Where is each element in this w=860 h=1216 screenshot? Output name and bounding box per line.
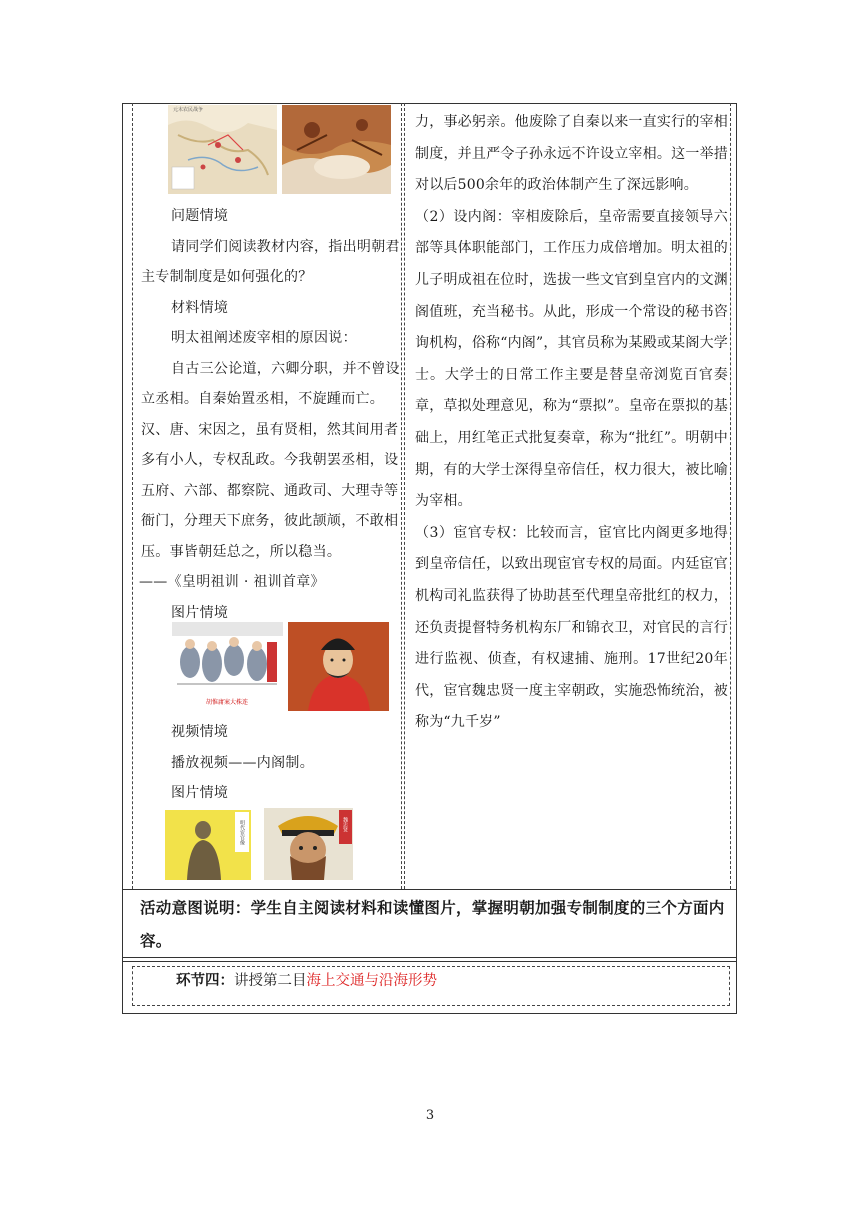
- row-divider: [122, 961, 737, 962]
- court-persecution-image: [172, 622, 283, 711]
- wei-zhongxian-portrait-image: [264, 808, 353, 880]
- paragraph-eunuch-power: （3）宦官专权：比较而言，宦官比内阁更多地得到皇帝信任，以致出现宦官专权的局面。内廷宦官机构司礼监获得了协助甚至代理皇帝批红的权力，还负责提督特务机构东厂和锦衣卫，对官民的言行进行监视、侦查，有权逮捕、施刑。17世纪20年代，宦官魏忠贤一度主宰朝政，实施恐怖统治，被称为“九千岁”: [415, 524, 728, 731]
- emperor-portrait-image: [288, 622, 389, 711]
- material-source: ——《皇明祖训 · 祖训首章》: [139, 574, 325, 590]
- activity-intent: 活动意图说明：学生自主阅读材料和读懂图片，掌握明朝加强专制制度的三个方面内容。: [140, 898, 725, 950]
- page-number: 3: [425, 1108, 435, 1123]
- section4-heading: [176, 970, 437, 992]
- heading-video: 视频情境: [171, 724, 229, 740]
- section4-label: 环节四：: [176, 972, 234, 989]
- map-title: 元末农民战争: [173, 107, 204, 113]
- column-divider: [730, 103, 731, 889]
- column-divider: [401, 103, 402, 889]
- column-divider: [404, 103, 405, 889]
- section4-text: 讲授第二目: [234, 973, 307, 989]
- picture-1-caption: 胡惟庸案大株连: [205, 699, 249, 706]
- picture-2-label-b: 魏忠贤: [342, 817, 348, 832]
- paragraph-abolish-chancellor: 力，事必躬亲。他废除了自秦以来一直实行的宰相制度，并且严令子孙永远不许设立宰相。这一举措对以后500余年的政治体制产生了深远影响。: [415, 114, 728, 194]
- material-intro: 明太祖阐述废宰相的原因说：: [171, 330, 357, 346]
- material-quote: 自古三公论道，六卿分职，并不曾设立丞相。自秦始置丞相，不旋踵而亡。汉、唐、宋因之，虽有贤相，然其间用者多有小人，专权乱政。今我朝罢丞相，设五府、六部、都察院、通政司、大理寺等衙门，分理天下庶务，彼此颉颃，不敢相压。事皆朝廷总之，所以稳当。: [141, 360, 400, 560]
- row-divider: [122, 889, 737, 890]
- section4-highlight: 海上交通与沿海形势: [306, 973, 437, 989]
- problem-text: 请同学们阅读教材内容，指出明朝君主专制制度是如何强化的？: [141, 238, 400, 285]
- battle-painting-image: [282, 105, 391, 194]
- paragraph-grand-secretariat: （2）设内阁：宰相废除后，皇帝需要直接领导六部等具体职能部门，工作压力成倍增加。明太祖的儿子明成祖在位时，选拔一些文官到皇宫内的文渊阁值班，充当秘书。从此，形成一个常设的秘书咨询机构，俗称“内阁”，其官员称为某殿或某阁大学士。大学士的日常工作主要是替皇帝浏览百官奏章，草拟处理意见，称为“票拟”。皇帝在票拟的基础上，用红笔正式批复奏章，称为“批红”。明朝中期，有的大学士深得皇帝信任，权力很大，被比喻为宰相。: [415, 208, 728, 510]
- eunuch-figure-image: [165, 810, 251, 880]
- heading-picture-2: 图片情境: [171, 785, 229, 801]
- picture-2-label-a: 明代宦官像: [239, 820, 245, 845]
- heading-material: 材料情境: [171, 299, 229, 316]
- heading-picture-1: 图片情境: [171, 604, 229, 621]
- heading-problem: 问题情境: [171, 208, 229, 224]
- video-text: 播放视频——内阁制。: [171, 754, 314, 771]
- row-divider: [122, 957, 737, 958]
- column-divider: [132, 103, 133, 889]
- map-image: [168, 105, 277, 194]
